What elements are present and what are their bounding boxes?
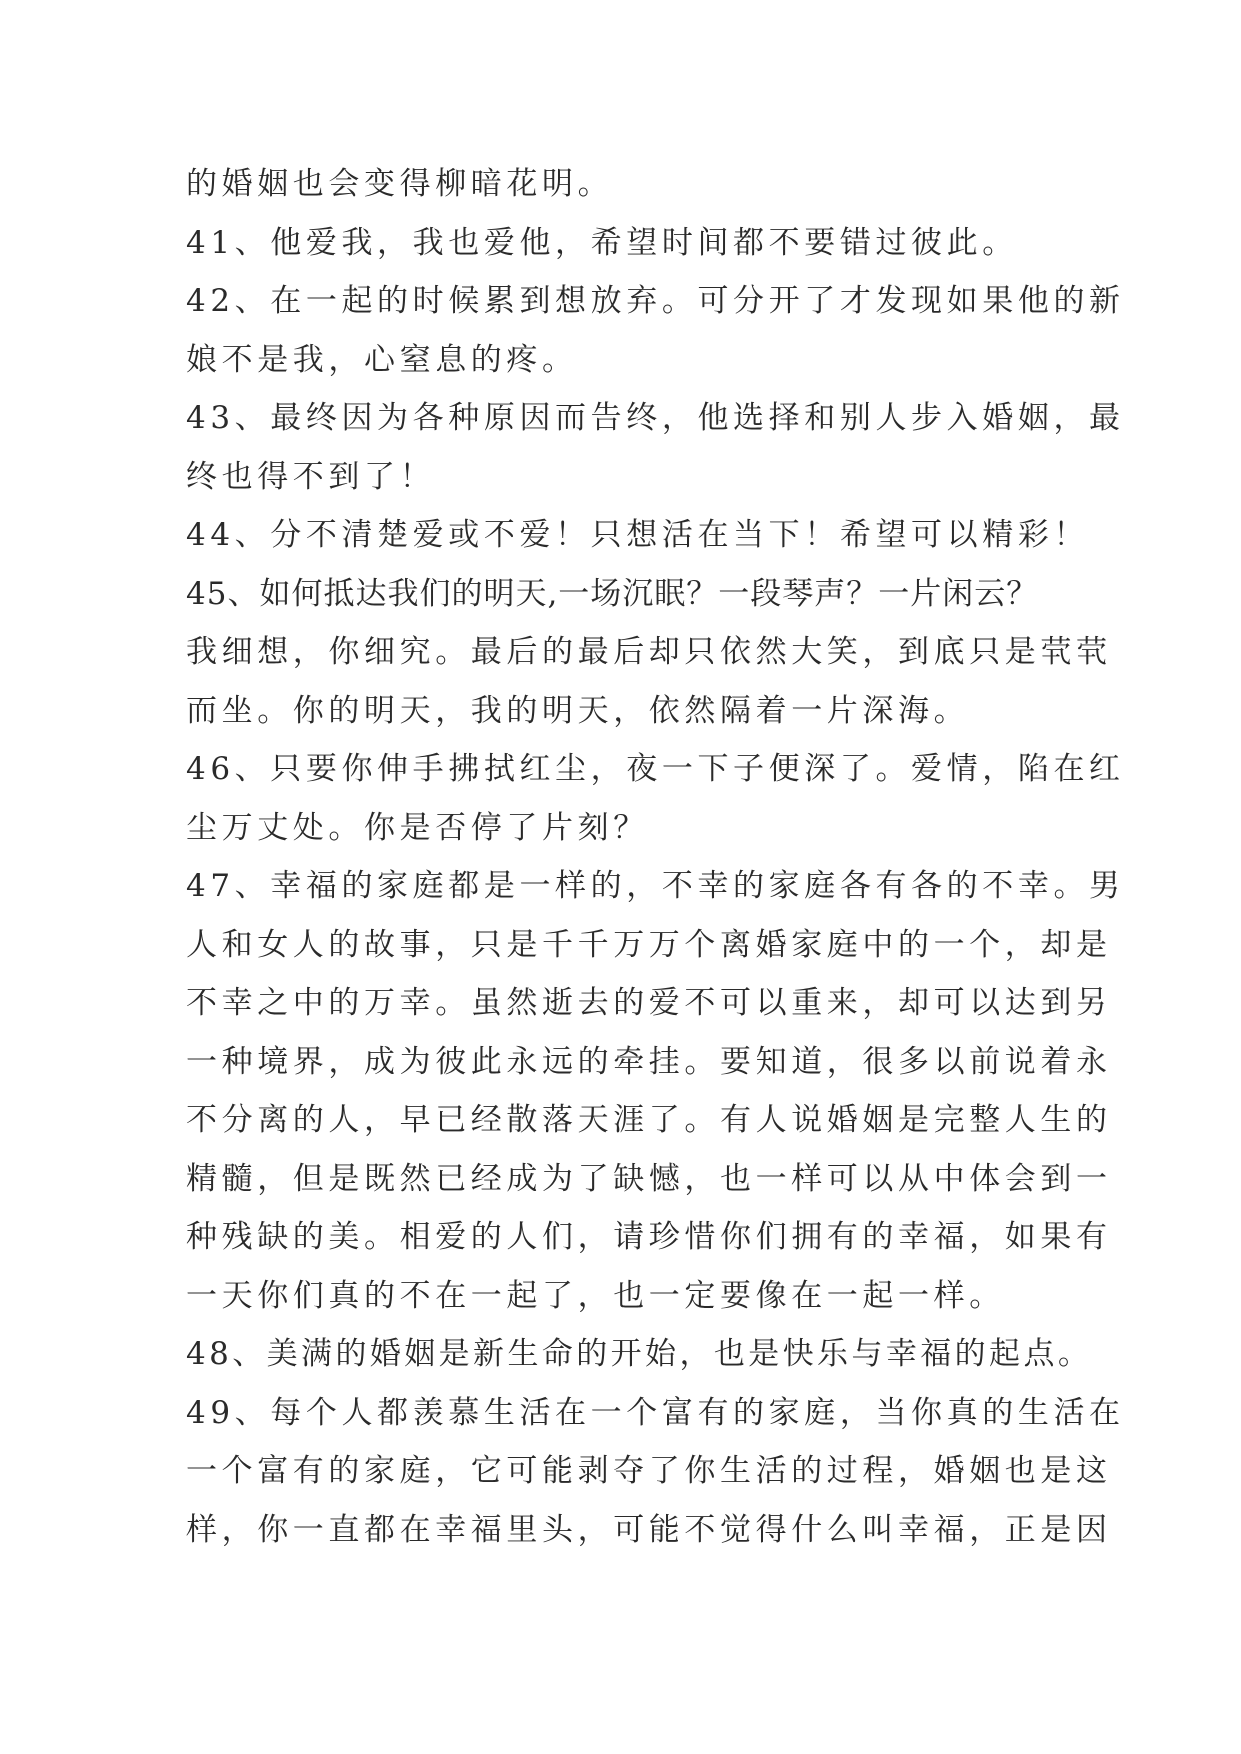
text-line: 一种境界，成为彼此永远的牵挂。要知道，很多以前说着永 [186, 1043, 1112, 1080]
document-body [186, 155, 1125, 1559]
text-line: 一个富有的家庭，它可能剥夺了你生活的过程，婚姻也是这 [186, 1453, 1112, 1489]
text-line: 48、美满的婚姻是新生命的开始，也是快乐与幸福的起点。 [186, 1336, 1093, 1372]
text-line: 而坐。你的明天，我的明天，依然隔着一片深海。 [186, 692, 970, 729]
text-line: 的婚姻也会变得柳暗花明。 [186, 166, 614, 202]
text-line: 45、如何抵达我们的明天,一场沉眠？一段琴声？一片闲云？ [186, 575, 1039, 612]
text-line: 精髓，但是既然已经成为了缺憾，也一样可以从中体会到一 [186, 1160, 1112, 1197]
text-line: 42、在一起的时候累到想放弃。可分开了才发现如果他的新 [186, 283, 1125, 319]
text-line: 47、幸福的家庭都是一样的，不幸的家庭各有各的不幸。男 [186, 868, 1125, 904]
text-line: 46、只要你伸手拂拭红尘，夜一下子便深了。爱情，陷在红 [186, 751, 1125, 787]
text-line: 不幸之中的万幸。虽然逝去的爱不可以重来，却可以达到另 [186, 985, 1112, 1021]
text-line: 娘不是我，心窒息的疼。 [186, 341, 578, 378]
text-line: 尘万丈处。你是否停了片刻？ [186, 809, 649, 846]
text-line: 样，你一直都在幸福里头，可能不觉得什么叫幸福，正是因 [186, 1511, 1112, 1548]
text-line: 43、最终因为各种原因而告终，他选择和别人步入婚姻，最 [186, 400, 1125, 436]
text-line: 41、他爱我，我也爱他，希望时间都不要错过彼此。 [186, 224, 1018, 261]
text-line: 种残缺的美。相爱的人们，请珍惜你们拥有的幸福，如果有 [186, 1219, 1112, 1255]
text-line: 44、分不清楚爱或不爱！只想活在当下！希望可以精彩！ [186, 517, 1090, 553]
text-line: 人和女人的故事，只是千千万万个离婚家庭中的一个，却是 [186, 926, 1112, 963]
text-line: 不分离的人，早已经散落天涯了。有人说婚姻是完整人生的 [186, 1102, 1112, 1138]
text-line: 一天你们真的不在一起了，也一定要像在一起一样。 [186, 1277, 1005, 1314]
text-line: 我细想，你细究。最后的最后却只依然大笑，到底只是茕茕 [186, 634, 1112, 670]
text-line: 49、每个人都羡慕生活在一个富有的家庭，当你真的生活在 [186, 1394, 1125, 1431]
text-line: 终也得不到了！ [186, 458, 436, 495]
